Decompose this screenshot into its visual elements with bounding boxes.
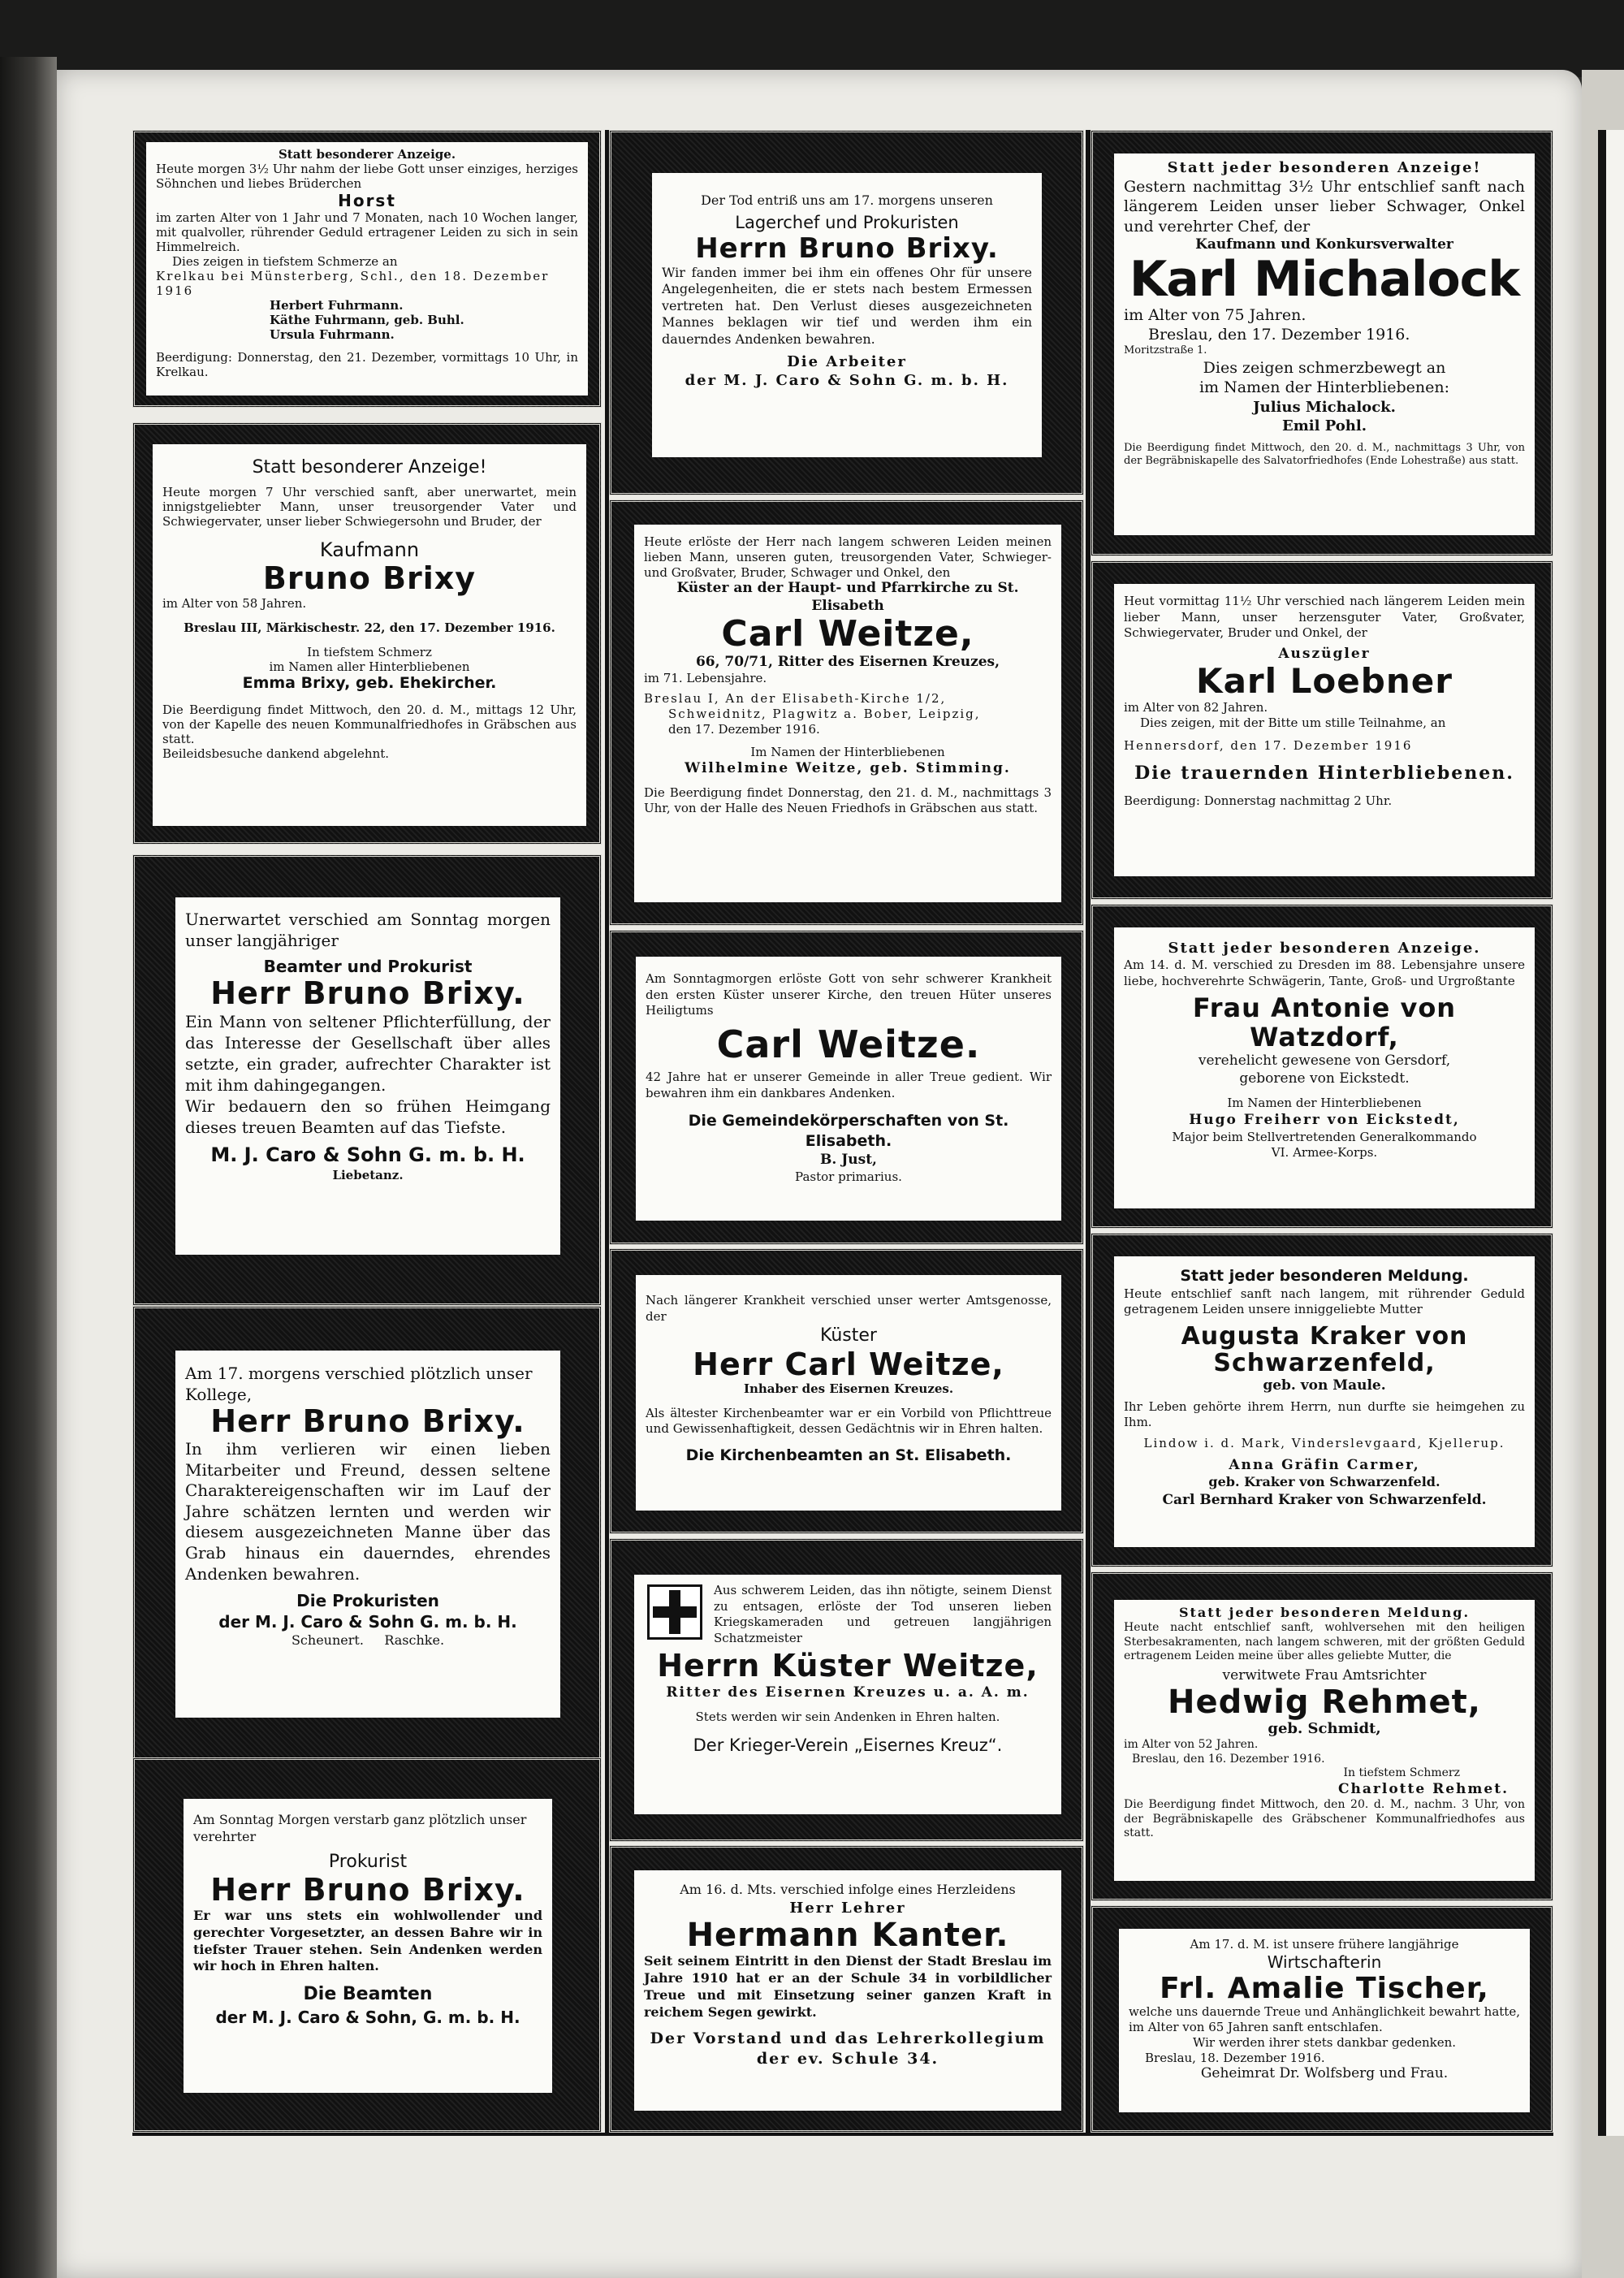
notice-text: im Alter von 82 Jahren. xyxy=(1124,699,1268,715)
notice-amalie-tischer xyxy=(1091,1905,1553,2133)
signatory: Carl Bernhard Kraker von Schwarzenfeld. xyxy=(1162,1492,1487,1509)
notice-carl-weitze-colleagues xyxy=(609,1248,1084,1534)
occupation: Küster xyxy=(820,1325,877,1346)
deceased-name: Horst xyxy=(338,191,396,210)
place-date: Breslau, 18. Dezember 1916. xyxy=(1145,2050,1325,2065)
deceased-name: Frl. Amalie Tischer, xyxy=(1160,1971,1489,2005)
signatory: Charlotte Rehmet. xyxy=(1338,1780,1509,1797)
place-date: Breslau, den 17. Dezember 1916. xyxy=(1148,326,1410,344)
notice-text: Am 14. d. M. verschied zu Dresden im 88. Lebensjahre unsere liebe, hochverehrte Schwägerin, Tante, Groß- und Urgroßtante xyxy=(1124,957,1525,988)
notice-text: geborene von Eickstedt. xyxy=(1239,1070,1410,1087)
signatory: Raschke. xyxy=(384,1632,445,1649)
deceased-name: Carl Weitze, xyxy=(721,612,974,655)
deceased-name: Hedwig Rehmet, xyxy=(1168,1683,1481,1721)
occupation: Herr Lehrer xyxy=(789,1899,906,1917)
deceased-name: Hermann Kanter. xyxy=(686,1917,1009,1955)
deceased-name: Herrn Bruno Brixy. xyxy=(695,232,999,266)
notice-hermann-kanter xyxy=(609,1845,1084,2133)
signatory: Der Vorstand und das Lehrerkollegium xyxy=(650,2029,1046,2048)
notice-text: Dies zeigen schmerzbewegt an xyxy=(1203,358,1446,377)
signatory: Die Prokuristen xyxy=(296,1591,439,1611)
notice-text: Seit seinem Eintritt in den Dienst der Stadt Breslau im Jahre 1910 hat er an der Schule 34 in vorbildlicher Treue und mit Einsetzung seiner ganzen Kraft in reichem Segen gewirkt. xyxy=(644,1953,1052,2020)
signatory: Pastor primarius. xyxy=(795,1169,902,1184)
notice-text: geb. von Maule. xyxy=(1263,1377,1386,1394)
notice-text: Dies zeigen in tiefstem Schmerze an xyxy=(172,254,398,269)
address: Moritzstraße 1. xyxy=(1124,344,1207,357)
notice-text: verehelicht gewesene von Gersdorf, xyxy=(1198,1052,1451,1069)
notice-text: Beileidsbesuche dankend abgelehnt. xyxy=(162,746,390,761)
notice-bruno-brixy-company xyxy=(132,854,602,1306)
scan-top-border xyxy=(0,0,1624,77)
notice-heading: Statt besonderer Anzeige. xyxy=(278,147,456,162)
notice-text: Stets werden wir sein Andenken in Ehren halten. xyxy=(695,1709,1000,1724)
occupation: Prokurist xyxy=(328,1851,408,1872)
notice-text: Wir bedauern den so frühen Heimgang dieses treuen Beamten auf das Tiefste. xyxy=(185,1096,551,1137)
occupation: verwitwete Frau Amtsrichter xyxy=(1222,1666,1427,1684)
notice-heading: Statt jeder besonderen Meldung. xyxy=(1178,1605,1471,1620)
signatory: der ev. Schule 34. xyxy=(756,2050,939,2068)
signatory: Die Beamten xyxy=(303,1984,433,2005)
occupation: Wirtschafterin xyxy=(1267,1952,1382,1972)
occupation: Küster an der Haupt- und Pfarrkirche zu St. Elisabeth xyxy=(676,580,1019,614)
signatory: Herbert Fuhrmann. xyxy=(270,298,404,313)
notice-text: geb. Schmidt, xyxy=(1268,1719,1381,1737)
signatory: B. Just, xyxy=(820,1152,877,1169)
iron-cross-icon xyxy=(647,1584,702,1640)
notice-text: im zarten Alter von 1 Jahr und 7 Monaten, nach 10 Wochen langer, mit qualvoller, rührender Geduld ertragener Leiden zu sich in sein Himmelreich. xyxy=(156,210,578,254)
place-date: Breslau III, Märkischestr. 22, den 17. Dezember 1916. xyxy=(184,620,555,635)
notice-bruno-brixy-staff xyxy=(132,1757,602,2133)
funeral-info: Die Beerdigung findet Mittwoch, den 20. d. M., nachmittags 3 Uhr, von der Begräbniskapelle des Salvatorfriedhofes (Ende Lohestraße) aus statt. xyxy=(1124,441,1525,468)
deceased-name: Herr Carl Weitze, xyxy=(693,1346,1004,1382)
signatory: der M. J. Caro & Sohn G. m. b. H. xyxy=(685,372,1009,390)
occupation: Lagerchef und Prokuristen xyxy=(735,213,959,233)
notice-heading: Statt jeder besonderen Meldung. xyxy=(1180,1267,1469,1285)
place-date: Breslau I, An der Elisabeth-Kirche 1/2, xyxy=(644,691,947,707)
place-date: Krelkau bei Münsterberg, Schl., den 18. Dezember 1916 xyxy=(156,269,550,298)
notice-weitze-krieger-verein xyxy=(609,1538,1084,1842)
deceased-name: Augusta Kraker von Schwarzenfeld, xyxy=(1181,1321,1468,1377)
notice-text: Gestern nachmittag 3½ Uhr entschlief sanft nach längerem Leiden unser lieber Schwager, Onkel und verehrter Chef, der xyxy=(1124,178,1525,236)
notice-text: im Namen der Hinterbliebenen: xyxy=(1199,378,1450,397)
notice-text: Als ältester Kirchenbeamter war er ein Vorbild von Pflichttreue und Gewissenhaftigkeit, dessen Gedächtnis wir in Ehren halten. xyxy=(646,1405,1052,1437)
column-rule xyxy=(1086,130,1091,2133)
occupation: Kaufmann xyxy=(319,538,420,562)
signatory: Ursula Fuhrmann. xyxy=(270,327,395,342)
signatory: Der Krieger-Verein „Eisernes Kreuz“. xyxy=(693,1736,1003,1756)
notice-text: In ihm verlieren wir einen lieben Mitarbeiter und Freund, dessen seltene Charaktereigenschaften wir im Lauf der Jahre schätzen lernten und werden wir diesem ausgezeichneten Manne über das Grab hinaus ein dauerndes, ehrendes Andenken bewahren. xyxy=(185,1438,551,1584)
notice-bruno-brixy-colleagues xyxy=(132,1306,602,1761)
notice-text: im Alter von 58 Jahren. xyxy=(162,595,307,611)
column-rule xyxy=(605,130,609,2133)
notice-heading: Statt jeder besonderen Anzeige. xyxy=(1168,940,1481,957)
signatory: Wilhelmine Weitze, geb. Stimming. xyxy=(685,760,1011,777)
notice-text: In tiefstem Schmerz xyxy=(1343,1766,1460,1780)
deceased-name: Frau Antonie von Watzdorf, xyxy=(1192,992,1457,1053)
notice-text: Unerwartet verschied am Sonntag morgen unser langjähriger xyxy=(185,910,551,950)
signatory: Die trauernden Hinterbliebenen. xyxy=(1134,763,1514,785)
notice-text: Heute morgen 3½ Uhr nahm der liebe Gott unser einziges, herziges Söhnchen und liebes Brüderchen xyxy=(156,162,578,191)
notice-karl-loebner xyxy=(1091,560,1553,900)
signatory: Käthe Fuhrmann, geb. Buhl. xyxy=(270,313,464,327)
signatory: Geheimrat Dr. Wolfsberg und Frau. xyxy=(1200,2065,1449,2082)
signatory: Julius Michalock. xyxy=(1253,398,1396,416)
funeral-info: Beerdigung: Donnerstag, den 21. Dezember, vormittags 10 Uhr, in Krelkau. xyxy=(156,350,578,379)
occupation: Beamter und Prokurist xyxy=(263,957,473,976)
notice-text: Heut vormittag 11½ Uhr verschied nach längerem Leiden mein lieber Mann, unser herzensguter Vater, Großvater, Schwiegervater, Bruder und Onkel, der xyxy=(1124,594,1525,640)
signatory: Major beim Stellvertretenden Generalkommando xyxy=(1172,1129,1477,1144)
notice-carl-weitze-family xyxy=(609,499,1084,926)
place-date: Lindow i. d. Mark, Vinderslevgaard, Kjellerup. xyxy=(1143,1435,1505,1450)
notice-text: Dies zeigen, mit der Bitte um stille Teilnahme, an xyxy=(1140,715,1446,731)
notice-text: Ihr Leben gehörte ihrem Herrn, nun durfte sie heimgehen zu Ihm. xyxy=(1124,1398,1525,1430)
bottom-rule xyxy=(132,2133,1553,2136)
notice-bruno-brixy-workers xyxy=(609,130,1084,495)
deceased-name: Carl Weitze. xyxy=(716,1022,981,1066)
notice-text: Ein Mann von seltener Pflichterfüllung, der das Interesse der Gesellschaft über alles setzte, ein grader, aufrechter Charakter ist mit ihm dahingegangen. xyxy=(185,1011,551,1095)
notice-text: Im Namen der Hinterbliebenen xyxy=(1227,1095,1422,1110)
occupation: Kaufmann und Konkursverwalter xyxy=(1195,236,1453,253)
notice-text: im Alter von 52 Jahren. xyxy=(1124,1738,1259,1752)
notice-text: Der Tod entriß uns am 17. morgens unseren xyxy=(701,192,993,208)
notice-text: Aus schwerem Leiden, das ihn nötigte, seinem Dienst zu entsagen, erlöste der Tod unseren lieben Kriegskameraden und getreuen langjährigen Schatzmeister xyxy=(714,1583,1052,1645)
signatory: Die Arbeiter xyxy=(787,353,907,371)
notice-text: Heute morgen 7 Uhr verschied sanft, aber unerwartet, mein innigstgeliebter Mann, unser treusorgender Vater und Schwiegervater, unser lieber Schwiegersohn und Bruder, der xyxy=(162,485,577,530)
deceased-name: Herr Bruno Brixy. xyxy=(210,1403,525,1440)
place-date: Breslau, den 16. Dezember 1916. xyxy=(1132,1752,1325,1766)
deceased-name: Bruno Brixy xyxy=(262,560,477,597)
signatory: Emma Brixy, geb. Ehekircher. xyxy=(242,673,497,692)
notice-text: Heute nacht entschlief sanft, wohlversehen mit den heiligen Sterbesakramenten, nach langem schweren, mit der größten Geduld ertragenem Leiden meine über alles geliebte Mutter, die xyxy=(1124,1621,1525,1662)
notice-heading: Statt besonderer Anzeige! xyxy=(252,457,487,478)
notice-text: Heute entschlief sanft nach langem, mit rührender Geduld getragenem Leiden unsere inniggeliebte Mutter xyxy=(1124,1286,1525,1317)
signatory: der M. J. Caro & Sohn G. m. b. H. xyxy=(218,1611,517,1632)
funeral-info: Beerdigung: Donnerstag nachmittag 2 Uhr. xyxy=(1124,793,1393,808)
signatory: Emil Pohl. xyxy=(1282,417,1367,434)
occupation: Auszügler xyxy=(1278,645,1371,662)
signatory: Liebetanz. xyxy=(332,1167,404,1182)
notice-text: Wir fanden immer bei ihm ein offenes Ohr für unsere Angelegenheiten, die er stets nach bestem Ermessen vertreten hat. Den Verlust dieses ausgezeichneten Mannes beklagen wir tief und werden ihm ein dauerndes Andenken bewahren. xyxy=(662,264,1032,347)
notice-text: im Namen aller Hinterbliebenen xyxy=(269,659,470,674)
notice-bruno-brixy-family xyxy=(132,422,602,845)
notice-horst-fuhrmann xyxy=(132,130,602,408)
next-page-column-edge xyxy=(1598,130,1624,2136)
signatory: Scheunert. xyxy=(291,1632,364,1649)
notice-carl-weitze-congregation xyxy=(609,930,1084,1245)
funeral-info: Die Beerdigung findet Mittwoch, den 20. d. M., nachm. 3 Uhr, von der Begräbniskapelle des Gräbschener Kommunalfriedhofes aus statt. xyxy=(1124,1798,1525,1839)
notice-text: im Alter von 75 Jahren. xyxy=(1124,305,1307,324)
signatory: der M. J. Caro & Sohn, G. m. b. H. xyxy=(215,2007,520,2027)
signatory: geb. Kraker von Schwarzenfeld. xyxy=(1208,1474,1440,1490)
deceased-name: Herr Bruno Brixy. xyxy=(210,1872,525,1908)
notice-text: 42 Jahre hat er unserer Gemeinde in aller Treue gedient. Wir bewahren ihm ein dankbares Andenken. xyxy=(646,1070,1052,1100)
notice-text: Er war uns stets ein wohlwollender und gerechter Vorgesetzter, an dessen Bahre wir in tiefster Trauer stehen. Sein Andenken werden wir hoch in Ehren halten. xyxy=(193,1907,542,1974)
notice-heading: Statt jeder besonderen Anzeige! xyxy=(1167,159,1482,176)
notice-antonie-von-watzdorf xyxy=(1091,904,1553,1229)
signatory: Die Gemeindekörperschaften von St. Elisabeth. xyxy=(688,1112,1009,1150)
place-date: Schweidnitz, Plagwitz a. Bober, Leipzig, xyxy=(668,706,981,721)
notice-text: In tiefstem Schmerz xyxy=(307,644,432,659)
notice-text: Inhaber des Eisernen Kreuzes. xyxy=(743,1381,954,1397)
notice-text: 66, 70/71, Ritter des Eisernen Kreuzes, xyxy=(695,654,1000,671)
notice-text: Am Sonntag Morgen verstarb ganz plötzlich unser verehrter xyxy=(193,1812,527,1844)
deceased-name: Herr Bruno Brixy. xyxy=(210,975,525,1011)
notice-text: im 71. Lebensjahre. xyxy=(644,671,767,686)
place-date: den 17. Dezember 1916. xyxy=(668,721,820,737)
notice-text: Wir werden ihrer stets dankbar gedenken. xyxy=(1192,2034,1457,2050)
signatory: Die Kirchenbeamten an St. Elisabeth. xyxy=(685,1446,1012,1464)
deceased-name: Herrn Küster Weitze, xyxy=(657,1648,1039,1684)
notice-text: Am 17. morgens verschied plötzlich unser Kollege, xyxy=(185,1364,533,1404)
notice-text: Nach längerer Krankheit verschied unser werter Amtsgenosse, der xyxy=(646,1293,1052,1324)
notice-hedwig-rehmet xyxy=(1091,1571,1553,1901)
funeral-info: Die Beerdigung findet Donnerstag, den 21. d. M., nachmittags 3 Uhr, von der Halle des Neuen Friedhofs in Gräbschen aus statt. xyxy=(644,785,1052,816)
notice-text: Heute erlöste der Herr nach langem schweren Leiden meinen lieben Mann, unseren guten, treusorgenden Vater, Schwieger- und Großvater, Bruder, Schwager und Onkel, den xyxy=(644,534,1052,580)
book-binding xyxy=(0,57,57,2278)
place-date: Hennersdorf, den 17. Dezember 1916 xyxy=(1124,737,1413,753)
notice-text: welche uns dauernde Treue und Anhänglichkeit bewahrt hatte, im Alter von 65 Jahren sanft entschlafen. xyxy=(1129,2004,1520,2035)
notice-text: Im Namen der Hinterbliebenen xyxy=(750,745,945,760)
notice-augusta-kraker-von-schwarzenfeld xyxy=(1091,1233,1553,1567)
signatory: M. J. Caro & Sohn G. m. b. H. xyxy=(210,1143,525,1166)
notice-text: Am 17. d. M. ist unsere frühere langjährige xyxy=(1190,1937,1459,1952)
signatory: Hugo Freiherr von Eickstedt, xyxy=(1189,1112,1460,1129)
deceased-name: Karl Loebner xyxy=(1196,660,1453,701)
notice-text: Ritter des Eisernen Kreuzes u. a. A. m. xyxy=(666,1684,1030,1701)
notice-karl-michalock xyxy=(1091,130,1553,556)
signatory: VI. Armee-Korps. xyxy=(1271,1145,1378,1161)
notice-text: Am 16. d. Mts. verschied infolge eines Herzleidens xyxy=(680,1882,1016,1897)
signatory: Anna Gräfin Carmer, xyxy=(1229,1457,1420,1474)
notice-text: Am Sonntagmorgen erlöste Gott von sehr schwerer Krankheit den ersten Küster unserer Kirche, den treuen Hüter unseres Heiligtums xyxy=(646,971,1052,1018)
funeral-info: Die Beerdigung findet Mittwoch, den 20. d. M., mittags 12 Uhr, von der Kapelle des neuen Kommunalfriedhofes in Gräbschen aus statt. xyxy=(162,702,577,746)
deceased-name: Karl Michalock xyxy=(1129,250,1520,308)
